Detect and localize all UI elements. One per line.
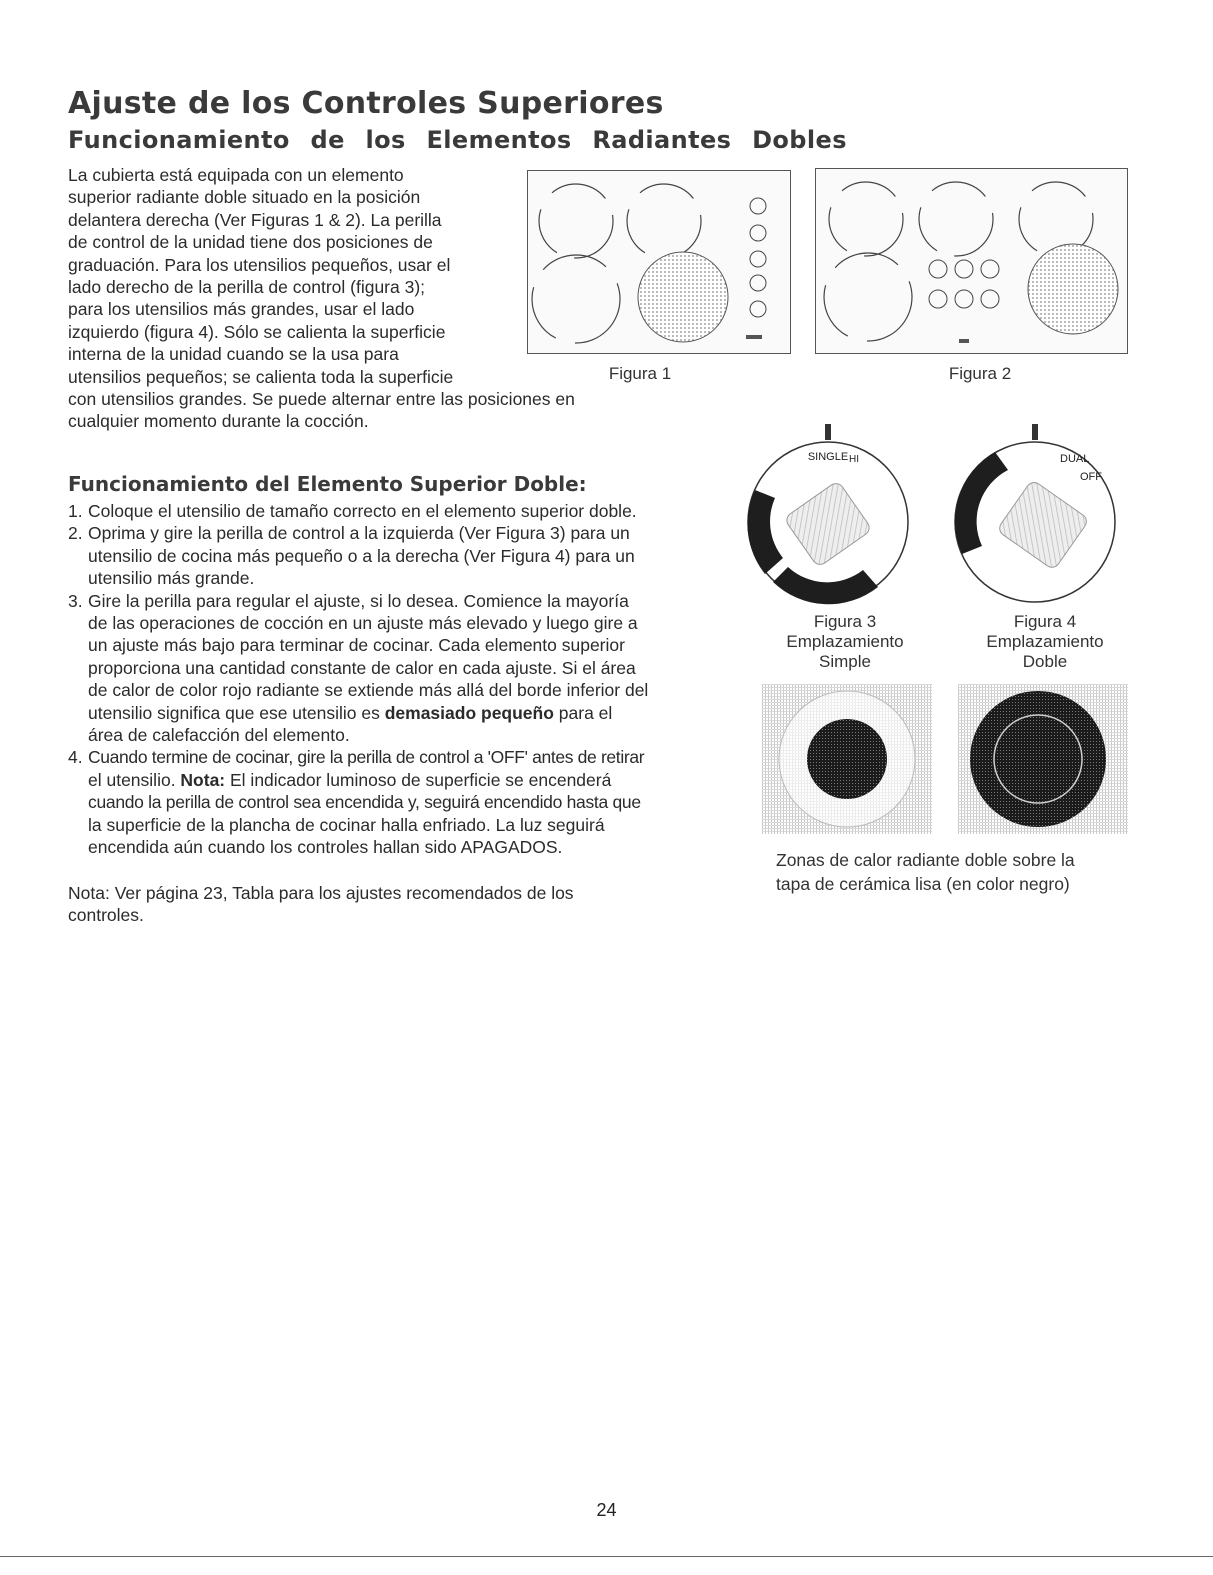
list-item <box>68 500 728 522</box>
step-line: área de calefacción del elemento. <box>88 725 350 746</box>
step-number: 1. <box>68 501 83 521</box>
intro-line: con utensilios grandes. Se puede alternar entre las posiciones en <box>68 389 575 410</box>
caption-line: Zonas de calor radiante doble sobre la <box>776 850 1075 870</box>
step-line: la superficie de la plancha de cocinar halla enfriado. La luz seguirá <box>88 814 605 835</box>
step-line: Cuando termine de cocinar, gire la perilla de control a 'OFF' antes de retirar <box>88 747 645 768</box>
cooktop-diagram-1 <box>528 171 790 353</box>
figure-1-cooktop <box>527 170 791 354</box>
caption-line: Figura 3 <box>813 612 877 631</box>
step-line: utensilio de cocina más pequeño o a la derecha (Ver Figura 4) para un <box>88 545 635 566</box>
intro-line: izquierdo (figura 4). Sólo se calienta la superficie <box>68 321 446 342</box>
page-number: 24 <box>596 1500 617 1520</box>
step-line <box>88 769 728 791</box>
caption-line: Emplazamiento <box>786 632 904 651</box>
radiant-zone-dual-image <box>958 684 1128 834</box>
intro-line: La cubierta está equipada con un elemento <box>68 165 404 185</box>
step-line: Coloque el utensilio de tamaño correcto en el elemento superior doble. <box>88 501 637 521</box>
pointer-marker <box>825 424 831 440</box>
burner-front-right-dual <box>638 252 728 342</box>
steps-list <box>68 500 728 859</box>
burner-front-right-dual <box>1028 244 1118 334</box>
intro-line: lado derecho de la perilla de control (figura 3); <box>68 277 426 298</box>
cooktop-diagram-2 <box>816 169 1127 353</box>
step-number: 3. <box>68 590 83 611</box>
intro-line: para los utensilios más grandes, usar el lado <box>68 299 415 320</box>
knob-label: DUAL <box>1060 453 1090 465</box>
note-label: Nota: <box>180 769 226 790</box>
figure-3-knob <box>743 422 913 607</box>
figure-1-caption: Figura 1 <box>608 364 672 383</box>
intro-line: cualquier momento durante la cocción. <box>68 411 369 432</box>
page-title: Ajuste de los Controles Superiores <box>68 86 664 121</box>
caption-line: Emplazamiento <box>986 632 1104 651</box>
figure-2-caption: Figura 2 <box>948 364 1012 383</box>
step-text: para el <box>553 702 613 723</box>
intro-line: superior radiante doble situado en la posición <box>68 187 421 208</box>
list-item <box>68 590 728 747</box>
step-number: 2. <box>68 523 83 544</box>
intro-line: delantera derecha (Ver Figuras 1 & 2). La perilla <box>68 209 442 230</box>
bottom-rule <box>0 1556 1213 1557</box>
emphasis-text: demasiado pequeño <box>384 702 554 723</box>
intro-line: utensilios pequeños; se calienta toda la superficie <box>68 366 454 387</box>
step-text: el utensilio. <box>88 769 181 790</box>
list-item <box>68 746 728 858</box>
note-line: controles. <box>68 905 144 926</box>
list-item <box>68 522 728 589</box>
figure-3-caption <box>760 612 930 672</box>
footnote <box>68 882 574 927</box>
indicator-light <box>959 339 969 343</box>
caption-line: Doble <box>1022 652 1068 671</box>
radiant-zone-caption <box>776 848 1075 896</box>
step-line: de las operaciones de cocción en un ajuste más elevado y luego gire a <box>88 613 638 634</box>
intro-paragraph <box>68 164 575 433</box>
pointer-marker <box>1032 424 1038 440</box>
step-line: proporciona una cantidad constante de calor en cada ajuste. Si el área <box>88 657 636 678</box>
step-line <box>88 702 728 724</box>
figure-2-cooktop <box>815 168 1128 354</box>
knob-label: SINGLE <box>807 451 849 463</box>
step-line: un ajuste más bajo para terminar de cocinar. Cada elemento superior <box>88 635 625 656</box>
step-number: 4. <box>68 747 83 768</box>
knob-label: HI <box>849 454 859 465</box>
step-text: utensilio significa que ese utensilio es <box>88 702 385 723</box>
intro-line: graduación. Para los utensilios pequeños, usar el <box>68 254 451 275</box>
figure-4-caption <box>960 612 1130 672</box>
knob-dual-diagram <box>950 422 1120 607</box>
knob-label: OFF <box>1080 471 1102 483</box>
step-line: utensilio más grande. <box>88 568 255 589</box>
intro-line: de control de la unidad tiene dos posiciones de <box>68 232 433 253</box>
intro-line: interna de la unidad cuando se la usa para <box>68 344 399 365</box>
step-text: El indicador luminoso de superficie se encenderá <box>225 769 612 790</box>
step-line: encendida aún cuando los controles hallan sido APAGADOS. <box>88 837 563 858</box>
knob-single-diagram <box>743 422 913 607</box>
radiant-zone-single-image <box>762 684 932 834</box>
figure-4-knob <box>950 422 1120 607</box>
indicator-light <box>746 335 762 339</box>
page-subtitle: Funcionamiento de los Elementos Radiantes Dobles <box>68 126 847 154</box>
step-line: Gire la perilla para regular el ajuste, si lo desea. Comience la mayoría <box>88 590 629 611</box>
caption-line: Figura 4 <box>1013 612 1077 631</box>
step-line: cuando la perilla de control sea encendida y, seguirá encendido hasta que <box>88 792 641 813</box>
note-line: Nota: Ver página 23, Tabla para los ajustes recomendados de los <box>68 883 574 903</box>
step-line: Oprima y gire la perilla de control a la izquierda (Ver Figura 3) para un <box>88 523 630 544</box>
step-line: de calor de color rojo radiante se extiende más allá del borde inferior del <box>88 680 649 701</box>
caption-line: tapa de cerámica lisa (en color negro) <box>776 874 1070 894</box>
caption-line: Simple <box>819 652 871 671</box>
section-heading: Funcionamiento del Elemento Superior Doble: <box>68 472 587 496</box>
